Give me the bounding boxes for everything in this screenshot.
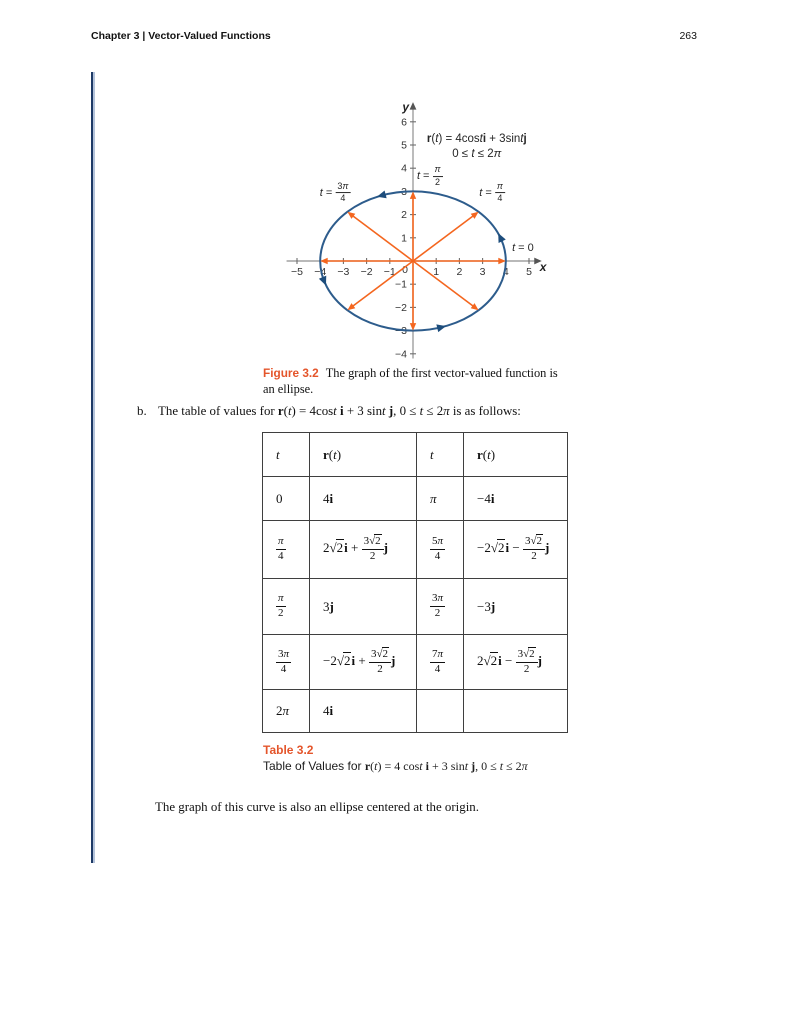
- t-value-label: t = $\frac{\pi}{4}$: [479, 181, 503, 204]
- table-cell: $\frac{\pi}{4}$: [263, 521, 310, 579]
- plot-equation-line: r(t) = 4costi + 3sintj: [426, 133, 527, 146]
- table-cell: −4i: [464, 477, 568, 521]
- y-tick-label: −2: [395, 301, 407, 314]
- y-axis-label: y: [402, 100, 409, 115]
- y-tick-label: 1: [401, 232, 407, 245]
- table-cell: −3j: [464, 579, 568, 635]
- table-label: Table 3.2: [263, 743, 314, 757]
- column-header: r(t): [310, 433, 417, 477]
- x-tick-label: 1: [433, 266, 440, 278]
- column-header: r(t): [464, 433, 568, 477]
- y-tick-label: −3: [395, 325, 407, 338]
- vector-arrowhead: [410, 323, 416, 331]
- figure-caption: [263, 365, 569, 397]
- values-table: [262, 432, 568, 733]
- t-value-label: t = $\frac{\pi}{2}$: [416, 164, 441, 187]
- table-cell: −2√2i + $\frac{3√2}{2}$ j: [310, 635, 417, 690]
- vector-arrowhead: [410, 191, 416, 199]
- origin-label: 0: [402, 264, 408, 276]
- table-row: [263, 635, 568, 690]
- page-number: 263: [679, 30, 697, 42]
- table-cell: 2π: [263, 690, 310, 733]
- table-caption: [263, 742, 528, 774]
- table-cell: −2√2i − $\frac{3√2}{2}$ j: [464, 521, 568, 579]
- table-cell: $\frac{5\pi}{4}$: [417, 521, 464, 579]
- plot-equation-label: [427, 132, 527, 162]
- table-cell: [417, 690, 464, 733]
- position-vector: [413, 214, 476, 261]
- table-row: [263, 690, 568, 733]
- table-caption-text: Table of Values for r(t) = 4 cost i + 3 sint j, 0 ≤ t ≤ 2π: [263, 759, 528, 774]
- x-tick-label: 5: [526, 266, 532, 278]
- t-value-label: t = $\frac{3\pi}{4}$: [319, 181, 349, 204]
- x-tick-label: −2: [360, 266, 373, 278]
- y-tick-label: 6: [401, 116, 407, 129]
- page-header: Chapter 3 | Vector-Valued Functions: [91, 30, 271, 42]
- item-b-paragraph: [137, 404, 667, 419]
- margin-rule: [91, 72, 93, 863]
- figure-label: Figure 3.2: [263, 366, 319, 380]
- item-b-text: The table of values for r(t) = 4cost i + 3 sint j, 0 ≤ t ≤ 2π is as follows:: [158, 404, 521, 418]
- column-header: t: [263, 433, 310, 477]
- x-tick-label: −1: [383, 266, 396, 278]
- table-cell: $\frac{7\pi}{4}$: [417, 635, 464, 690]
- y-tick-label: −4: [395, 348, 407, 361]
- x-tick-label: −3: [337, 266, 350, 278]
- table-cell: $\frac{3\pi}{2}$: [417, 579, 464, 635]
- x-tick-label: 4: [502, 266, 509, 278]
- list-marker: b.: [137, 404, 147, 418]
- table-cell: 3j: [310, 579, 417, 635]
- t-value-label: t = 0: [512, 242, 534, 255]
- x-tick-label: −4: [314, 266, 327, 278]
- y-tick-label: −1: [395, 278, 407, 291]
- column-header: t: [417, 433, 464, 477]
- table-cell: 4i: [310, 477, 417, 521]
- y-tick-label: 5: [401, 139, 407, 152]
- table-cell: 2√2i + $\frac{3√2}{2}$ j: [310, 521, 417, 579]
- vector-arrowhead: [498, 258, 506, 264]
- table-cell: [464, 690, 568, 733]
- table-cell: 4i: [310, 690, 417, 733]
- table-cell: $\frac{3\pi}{4}$: [263, 635, 310, 690]
- y-tick-label: 3: [401, 185, 407, 198]
- table-cell: 2√2i − $\frac{3√2}{2}$ j: [464, 635, 568, 690]
- vector-arrowhead: [320, 258, 328, 264]
- table-row: [263, 521, 568, 579]
- table-cell: 0: [263, 477, 310, 521]
- table-row: [263, 477, 568, 521]
- x-tick-label: 2: [456, 266, 463, 278]
- x-axis-label: x: [539, 260, 547, 274]
- ellipse-plot-figure: [276, 96, 560, 364]
- table-cell: π: [417, 477, 464, 521]
- y-tick-label: 4: [401, 162, 407, 175]
- closing-paragraph: The graph of this curve is also an ellipse centered at the origin.: [155, 800, 479, 814]
- position-vector: [413, 261, 476, 308]
- x-tick-label: −5: [291, 266, 303, 278]
- table-row: [263, 579, 568, 635]
- y-axis-arrowhead: [410, 102, 417, 110]
- table-cell: $\frac{\pi}{2}$: [263, 579, 310, 635]
- y-tick-label: 2: [401, 209, 407, 222]
- plot-domain-line: 0 ≤ t ≤ 2π: [452, 148, 502, 161]
- figure-caption-text: The graph of the first vector-valued function is an ellipse.: [263, 366, 558, 397]
- table-header-row: [263, 433, 568, 477]
- curve-arrowhead: [436, 324, 446, 332]
- x-tick-label: 3: [479, 266, 486, 278]
